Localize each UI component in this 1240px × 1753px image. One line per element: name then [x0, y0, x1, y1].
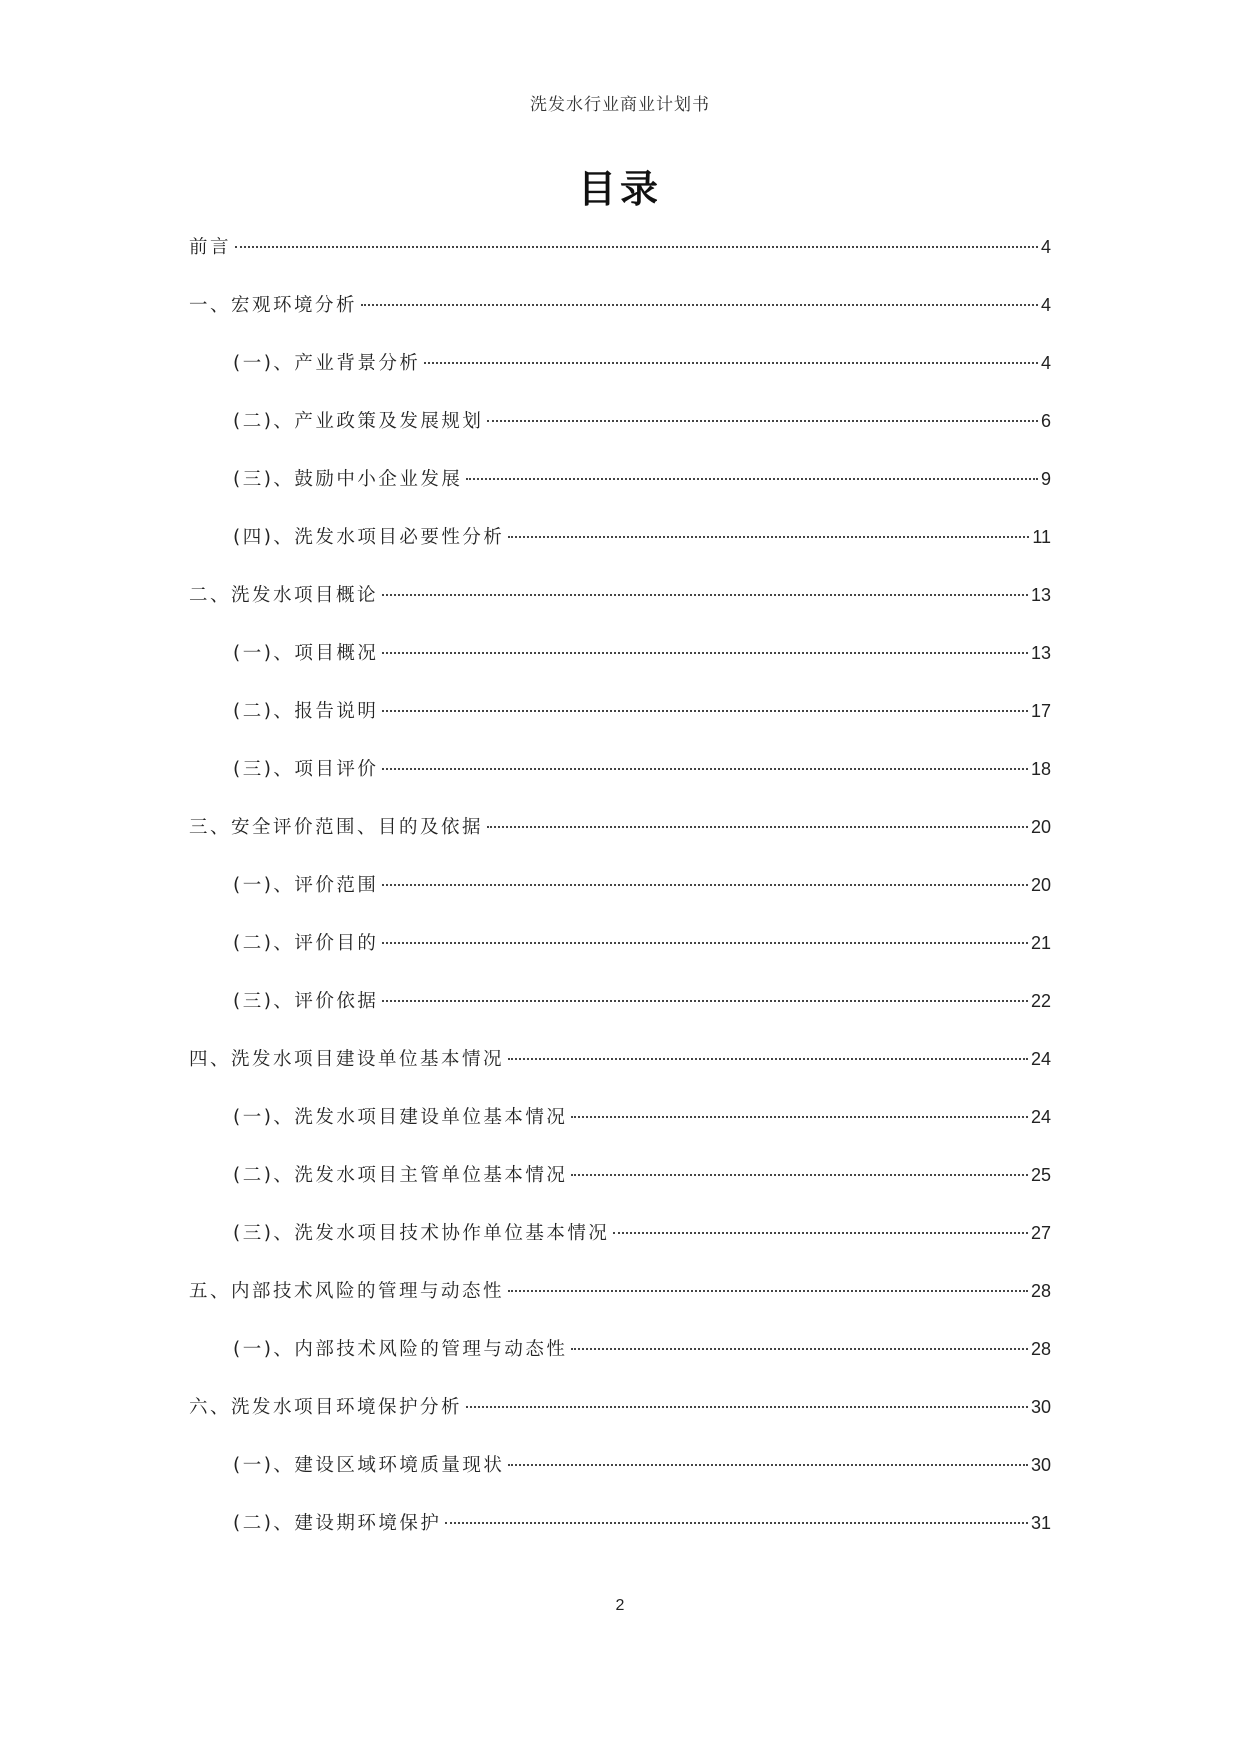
toc-entry-page: 4 [1040, 237, 1051, 257]
toc-entry-page: 25 [1030, 1165, 1051, 1185]
toc-entry-title: (二)、建设期环境保护 [233, 1513, 442, 1534]
toc-section-entry[interactable] [189, 697, 1051, 755]
dot-leader [613, 1232, 1028, 1234]
dot-leader [508, 536, 1029, 538]
dot-leader [445, 1522, 1028, 1524]
toc-entry-page: 24 [1030, 1049, 1051, 1069]
toc-entry-title: 六、洗发水项目环境保护分析 [189, 1397, 463, 1418]
toc-entry-page: 4 [1040, 353, 1051, 373]
toc-section-entry[interactable] [189, 929, 1051, 987]
toc-chapter-entry[interactable] [189, 1045, 1051, 1103]
toc-chapter-entry[interactable] [189, 233, 1051, 291]
toc-entry-page: 28 [1030, 1339, 1051, 1359]
toc-chapter-entry[interactable] [189, 581, 1051, 639]
toc-section-entry[interactable] [189, 1509, 1051, 1567]
toc-chapter-entry[interactable] [189, 1393, 1051, 1451]
dot-leader [382, 768, 1028, 770]
dot-leader [424, 362, 1038, 364]
toc-chapter-entry[interactable] [189, 291, 1051, 349]
dot-leader [466, 1406, 1028, 1408]
dot-leader [571, 1348, 1028, 1350]
toc-section-entry[interactable] [189, 349, 1051, 407]
dot-leader [508, 1464, 1028, 1466]
toc-entry-page: 30 [1030, 1455, 1051, 1475]
toc-entry-title: (三)、评价依据 [233, 991, 379, 1012]
toc-entry-title: (二)、评价目的 [233, 933, 379, 954]
toc-entry-title: (二)、产业政策及发展规划 [233, 411, 484, 432]
toc-entry-page: 13 [1030, 643, 1051, 663]
toc-section-entry[interactable] [189, 1451, 1051, 1509]
toc-section-entry[interactable] [189, 407, 1051, 465]
toc-entry-page: 11 [1032, 527, 1051, 547]
toc-entry-title: 二、洗发水项目概论 [189, 585, 379, 606]
toc-entry-page: 17 [1030, 701, 1051, 721]
toc-entry-page: 24 [1030, 1107, 1051, 1127]
toc-section-entry[interactable] [189, 755, 1051, 813]
dot-leader [382, 652, 1028, 654]
dot-leader [487, 826, 1028, 828]
toc-entry-title: (一)、建设区域环境质量现状 [233, 1455, 505, 1476]
dot-leader [487, 420, 1038, 422]
dot-leader [571, 1116, 1028, 1118]
toc-chapter-entry[interactable] [189, 813, 1051, 871]
toc-entry-page: 28 [1030, 1281, 1051, 1301]
toc-section-entry[interactable] [189, 1219, 1051, 1277]
toc-entry-page: 6 [1040, 411, 1051, 431]
dot-leader [382, 942, 1028, 944]
toc-section-entry[interactable] [189, 871, 1051, 929]
dot-leader [571, 1174, 1028, 1176]
toc-section-entry[interactable] [189, 639, 1051, 697]
toc-entry-title: 四、洗发水项目建设单位基本情况 [189, 1049, 505, 1070]
toc-entry-page: 18 [1030, 759, 1051, 779]
toc-entry-title: (二)、报告说明 [233, 701, 379, 722]
toc-entry-title: (四)、洗发水项目必要性分析 [233, 527, 505, 548]
toc-section-entry[interactable] [189, 1103, 1051, 1161]
dot-leader [508, 1290, 1028, 1292]
dot-leader [382, 1000, 1028, 1002]
toc-entry-title: (一)、项目概况 [233, 643, 379, 664]
toc-entry-title: (一)、洗发水项目建设单位基本情况 [233, 1107, 568, 1128]
toc-entry-page: 13 [1030, 585, 1051, 605]
toc-section-entry[interactable] [189, 523, 1051, 581]
toc-entry-page: 21 [1030, 933, 1051, 953]
toc-entry-title: 一、宏观环境分析 [189, 295, 358, 316]
page-number: 2 [615, 1597, 625, 1614]
dot-leader [382, 884, 1028, 886]
toc-entry-title: 三、安全评价范围、目的及依据 [189, 817, 484, 838]
toc-section-entry[interactable] [189, 465, 1051, 523]
dot-leader [466, 478, 1038, 480]
toc-title: 目录 [577, 167, 662, 211]
toc-entry-title: (一)、产业背景分析 [233, 353, 421, 374]
toc-entry-title: (三)、洗发水项目技术协作单位基本情况 [233, 1223, 610, 1244]
dot-leader [382, 594, 1028, 596]
toc-entry-page: 22 [1030, 991, 1051, 1011]
dot-leader [235, 246, 1038, 248]
dot-leader [361, 304, 1038, 306]
toc-entry-page: 9 [1040, 469, 1051, 489]
toc-entry-title: 前言 [189, 237, 232, 258]
toc-entry-title: (一)、评价范围 [233, 875, 379, 896]
toc-entry-page: 31 [1030, 1513, 1051, 1533]
toc-section-entry[interactable] [189, 1335, 1051, 1393]
running-header: 洗发水行业商业计划书 [530, 95, 710, 115]
toc-section-entry[interactable] [189, 987, 1051, 1045]
toc-entry-page: 20 [1030, 875, 1051, 895]
toc-entry-page: 20 [1030, 817, 1051, 837]
toc-entry-title: (一)、内部技术风险的管理与动态性 [233, 1339, 568, 1360]
dot-leader [508, 1058, 1028, 1060]
toc-entry-page: 30 [1030, 1397, 1051, 1417]
toc-entry-title: (三)、鼓励中小企业发展 [233, 469, 463, 490]
toc-entry-title: (二)、洗发水项目主管单位基本情况 [233, 1165, 568, 1186]
toc-chapter-entry[interactable] [189, 1277, 1051, 1335]
toc-entry-page: 4 [1040, 295, 1051, 315]
toc-entry-page: 27 [1030, 1223, 1051, 1243]
table-of-contents [189, 233, 1051, 1567]
dot-leader [382, 710, 1028, 712]
toc-entry-title: (三)、项目评价 [233, 759, 379, 780]
toc-entry-title: 五、内部技术风险的管理与动态性 [189, 1281, 505, 1302]
toc-section-entry[interactable] [189, 1161, 1051, 1219]
